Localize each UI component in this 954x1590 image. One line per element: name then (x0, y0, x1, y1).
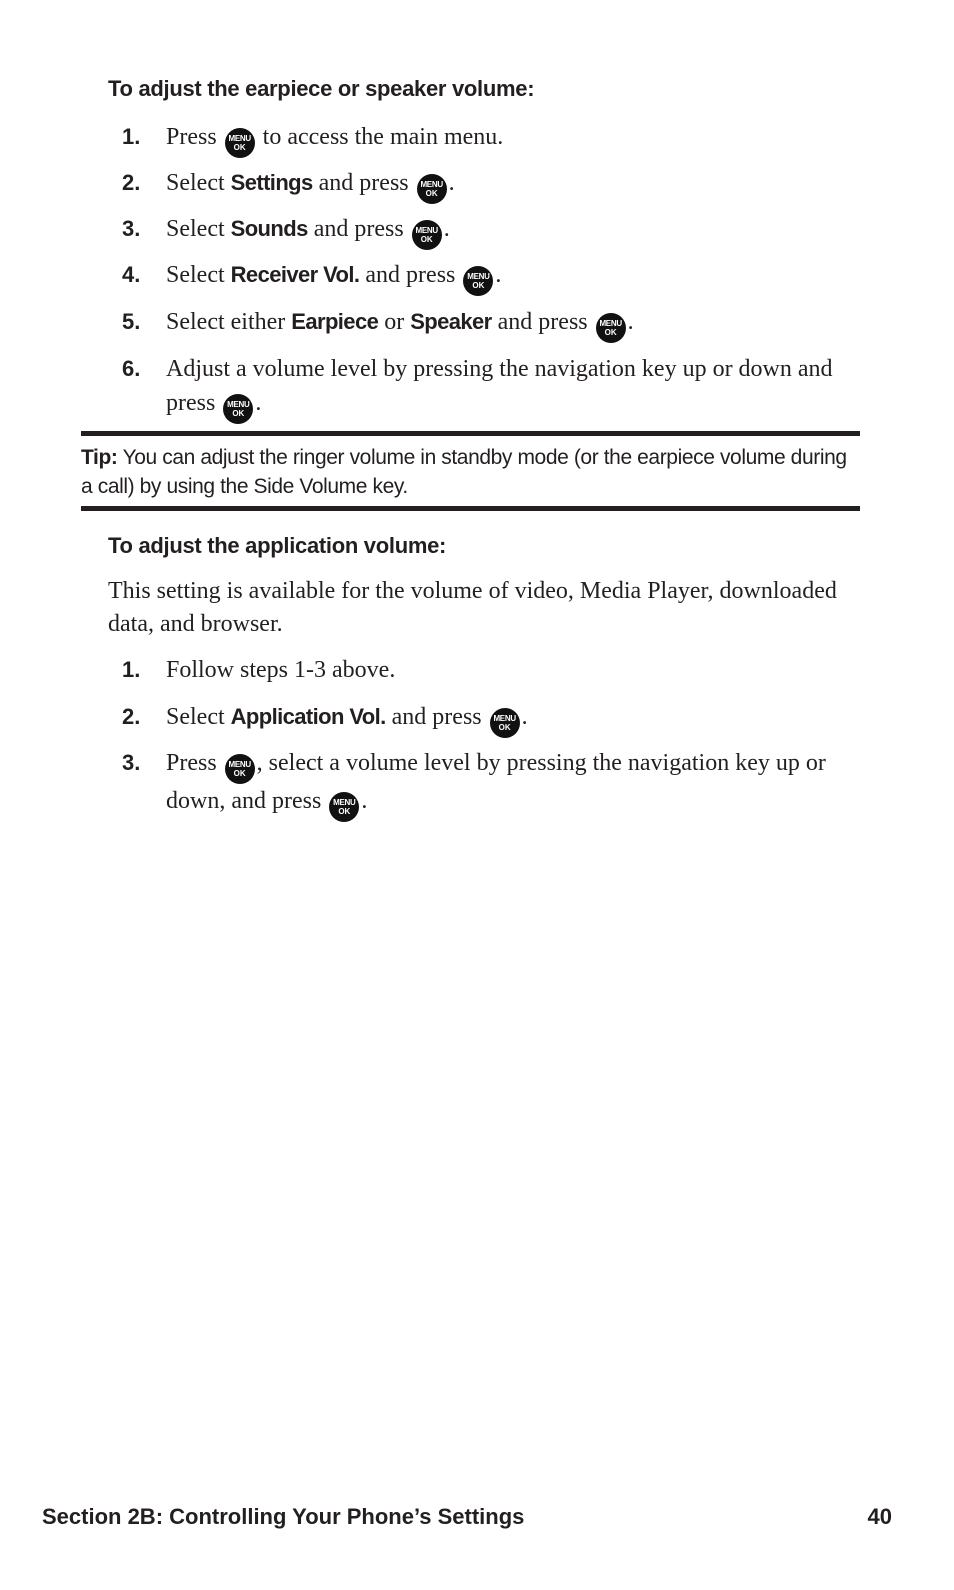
menu-ok-key-icon: MENU OK (412, 220, 442, 250)
app-step-3 (122, 746, 862, 822)
step-text: or (384, 309, 405, 335)
step-text: . (361, 788, 368, 814)
menu-option-receiver-vol: Receiver Vol. (230, 262, 360, 287)
step-text: Select (166, 262, 225, 288)
step-3 (122, 212, 862, 250)
footer-section-title: Section 2B: Controlling Your Phone’s Settings (42, 1504, 525, 1529)
step-text: , select a volume level by pressing the navigation key up or down, and press (166, 750, 826, 814)
page-number: 40 (867, 1504, 892, 1529)
menu-ok-key-icon: MENU OK (223, 394, 253, 424)
menu-ok-key-icon: MENU OK (596, 313, 626, 343)
step-text: and press (365, 262, 456, 288)
step-text: to access the main menu. (262, 124, 504, 150)
step-text: . (443, 216, 450, 242)
step-number: 1. (122, 124, 141, 149)
step-text: Follow steps 1-3 above. (166, 657, 396, 683)
menu-option-earpiece: Earpiece (291, 309, 379, 334)
step-text: Select (166, 704, 225, 730)
step-text: Press (166, 750, 217, 776)
step-text: Adjust a volume level by pressing the navigation key up or down and press (166, 356, 833, 416)
step-text: and press (497, 309, 588, 335)
menu-ok-key-icon: MENU OK (329, 792, 359, 822)
step-number: 6. (122, 356, 141, 381)
menu-ok-key-icon: MENU OK (417, 174, 447, 204)
step-text: Select (166, 170, 225, 196)
tip-box (81, 431, 860, 511)
step-6 (122, 352, 862, 424)
step-1 (122, 120, 862, 158)
step-text: . (495, 262, 502, 288)
menu-ok-key-icon: MENU OK (225, 754, 255, 784)
step-text: . (521, 704, 528, 730)
step-4 (122, 258, 862, 296)
step-text: Press (166, 124, 217, 150)
step-number: 3. (122, 216, 141, 241)
step-2 (122, 166, 862, 204)
step-text: Select (166, 216, 225, 242)
section-heading-earpiece-volume: To adjust the earpiece or speaker volume: (108, 76, 535, 101)
menu-option-settings: Settings (230, 170, 313, 195)
menu-ok-key-icon: MENU OK (463, 266, 493, 296)
step-number: 3. (122, 750, 141, 775)
step-text: . (255, 390, 262, 416)
step-text: . (448, 170, 455, 196)
app-step-2 (122, 700, 862, 738)
menu-option-sounds: Sounds (230, 216, 308, 241)
step-text: and press (313, 216, 404, 242)
tip-label: Tip: (81, 446, 118, 469)
step-text: and press (318, 170, 409, 196)
step-number: 5. (122, 309, 141, 334)
step-number: 2. (122, 170, 141, 195)
intro-paragraph: This setting is available for the volume of video, Media Player, downloaded data, and browser. (108, 578, 837, 637)
menu-option-speaker: Speaker (410, 309, 492, 334)
tip-text: You can adjust the ringer volume in standby mode (or the earpiece volume during a call) by using the Side Volume key. (81, 446, 847, 498)
menu-ok-key-icon: MENU OK (225, 128, 255, 158)
step-number: 4. (122, 262, 141, 287)
section-heading-application-volume: To adjust the application volume: (108, 533, 447, 558)
menu-ok-key-icon: MENU OK (490, 708, 520, 738)
step-text: and press (391, 704, 482, 730)
step-5 (122, 305, 862, 343)
step-number: 1. (122, 657, 141, 682)
step-number: 2. (122, 704, 141, 729)
menu-option-application-vol: Application Vol. (230, 704, 386, 729)
step-text: Select either (166, 309, 286, 335)
app-step-1 (122, 653, 862, 687)
step-text: . (627, 309, 634, 335)
